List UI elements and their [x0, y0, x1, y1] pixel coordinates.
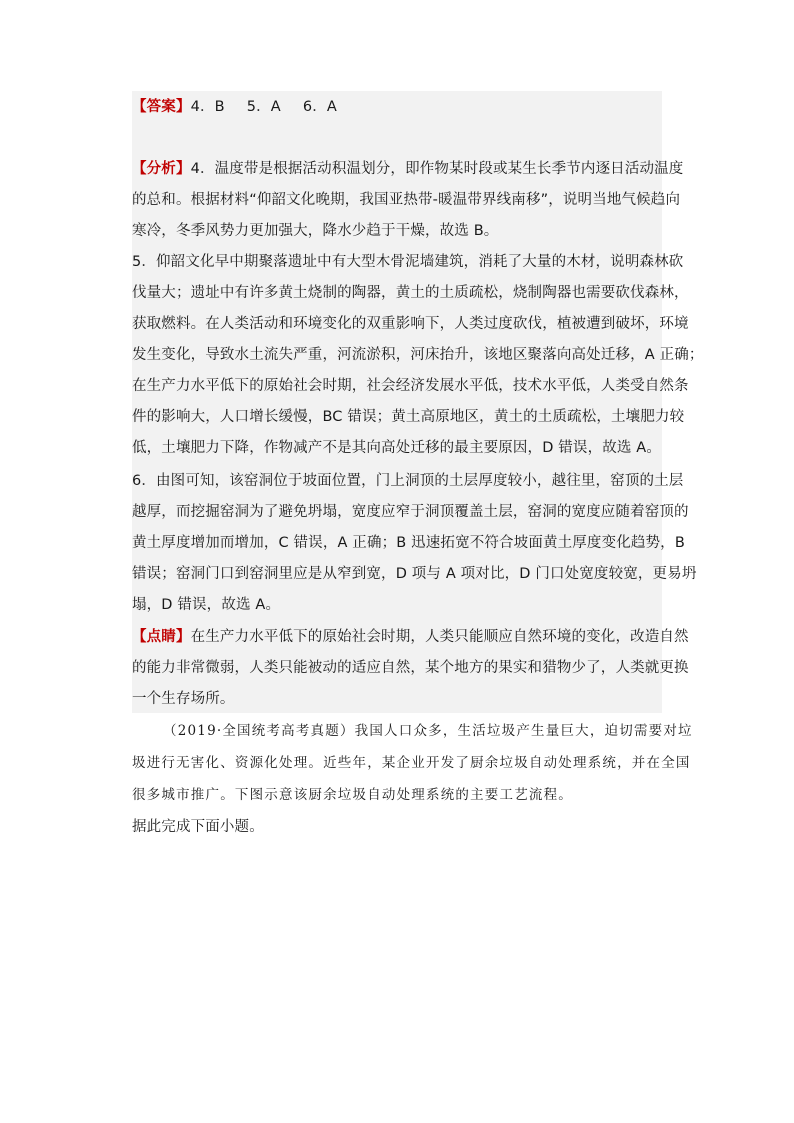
analysis-line: 越厚，而挖掘窑洞为了避免坍塌，宽度应窄于洞顶覆盖土层，窑洞的宽度应随着窑顶的 — [132, 504, 689, 520]
answer-item: 6．A — [302, 99, 337, 115]
analysis-line: 塌，D 错误，故选 A。 — [132, 597, 281, 613]
answer-line — [132, 97, 662, 117]
comment-line: 的能力非常微弱，人类只能被动的适应自然，某个地方的果实和猎物少了，人类就更换 — [132, 660, 689, 676]
analysis-line: 低，土壤肥力下降，作物减产不是其向高处迁移的最主要原因，D 错误，故选 A。 — [132, 440, 661, 456]
question-line: 圾进行无害化、资源化处理。近些年，某企业开发了厨余垃圾自动处理系统，并在全国 — [132, 755, 691, 771]
comment-line: 一个生存场所。 — [132, 691, 235, 707]
question-line: 很多城市推广。下图示意该厨余垃圾自动处理系统的主要工艺流程。 — [132, 787, 573, 803]
comment-tag: 【点睛】 — [132, 629, 191, 645]
analysis-line: 发生变化，导致水土流失严重，河流淤积，河床抬升，该地区聚落向高处迁移，A 正确； — [132, 347, 704, 363]
answer-item: 5．A — [246, 99, 281, 115]
question-line: （2019·全国统考高考真题）我国人口众多，生活垃圾产生量巨大，迫切需要对垃 — [163, 723, 693, 739]
analysis-line: 获取燃料。在人类活动和环境变化的双重影响下，人类过度砍伐，植被遭到破坏，环境 — [132, 316, 689, 332]
answer-item: 4．B — [190, 99, 225, 115]
analysis-text: 4．温度带是根据活动积温划分，即作物某时段或某生长季节内逐日活动温度 — [190, 161, 684, 177]
analysis-line — [132, 159, 684, 179]
analysis-tag: 【分析】 — [132, 161, 191, 177]
analysis-line: 件的影响大，人口增长缓慢，BC 错误；黄土高原地区，黄土的土质疏松，土壤肥力较 — [132, 409, 685, 425]
answer-tag: 【答案】 — [132, 99, 191, 115]
analysis-line: 在生产力水平低下的原始社会时期，社会经济发展水平低，技术水平低，人类受自然条 — [132, 378, 689, 394]
comment-line — [132, 627, 689, 647]
analysis-line: 5．仰韶文化早中期聚落遗址中有大型木骨泥墙建筑，消耗了大量的木材，说明森林砍 — [132, 254, 684, 270]
question-instruction: 据此完成下面小题。 — [132, 819, 264, 835]
analysis-line: 错误；窑洞门口到窑洞里应是从窄到宽，D 项与 A 项对比，D 门口处宽度较宽，更易坍 — [132, 566, 697, 582]
analysis-line: 寒冷，冬季风势力更加强大，降水少趋于干燥，故选 B。 — [132, 223, 499, 239]
analysis-line: 的总和。根据材料“仰韶文化晚期，我国亚热带-暖温带界线南移”，说明当地气候趋向 — [132, 192, 681, 208]
comment-text: 在生产力水平低下的原始社会时期，人类只能顺应自然环境的变化，改造自然 — [190, 629, 689, 645]
analysis-line: 伐量大；遗址中有许多黄土烧制的陶器，黄土的土质疏松，烧制陶器也需要砍伐森林， — [132, 285, 689, 301]
analysis-line: 黄土厚度增加而增加，C 错误，A 正确；B 迅速拓宽不符合坡面黄土厚度变化趋势，B — [132, 535, 685, 551]
analysis-line: 6．由图可知，该窑洞位于坡面位置，门上洞顶的土层厚度较小，越往里，窑顶的土层 — [132, 473, 684, 489]
